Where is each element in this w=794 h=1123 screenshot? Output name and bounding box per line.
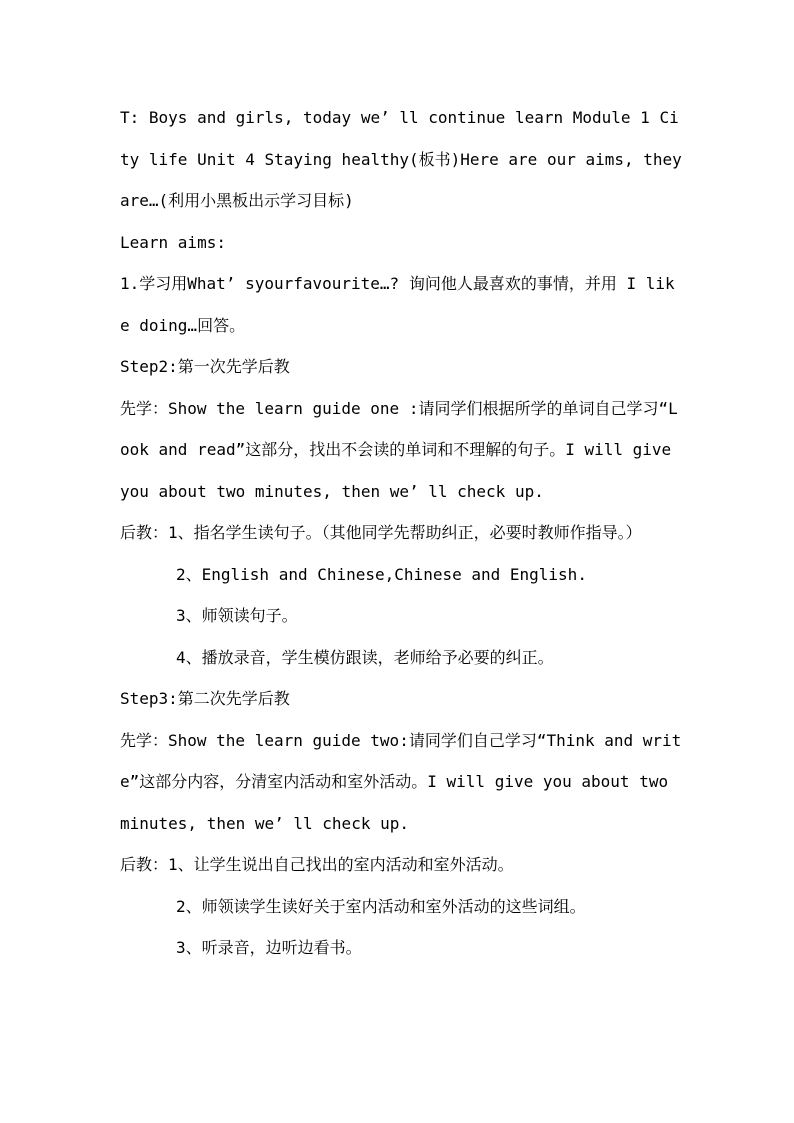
aim-item-1: 1.学习用What’ syourfavourite…? 询问他人最喜欢的事情，并用 I like doing…回答。 bbox=[120, 274, 675, 335]
step3-pre-learn: 先学：Show the learn guide two:请同学们自己学习“Think and write”这部分内容，分清室内活动和室外活动。I will give you about two minutes, then we’ ll check up. bbox=[120, 730, 682, 833]
step2-teach-item-4: 4、播放录音，学生模仿跟读，老师给予必要的纠正。 bbox=[176, 647, 554, 667]
step3-heading: Step3:第二次先学后教 bbox=[120, 689, 290, 708]
step2-pre-learn: 先学：Show the learn guide one :请同学们根据所学的单词自己学习“Look and read”这部分，找出不会读的单词和不理解的句子。I will give you about two minutes, then we’ ll check up. bbox=[120, 398, 678, 501]
step2-teach-item-3: 3、师领读句子。 bbox=[176, 606, 298, 625]
step3-teach-item-3: 3、听录音，边听边看书。 bbox=[176, 938, 362, 957]
step3-teach-item-2: 2、师领读学生读好关于室内活动和室外活动的这些词组。 bbox=[176, 896, 586, 916]
step2-teach-item-1: 后教：1、指名学生读句子。（其他同学先帮助纠正，必要时教师作指导。） bbox=[120, 523, 642, 542]
step3-teach-item-1: 后教：1、让学生说出自己找出的室内活动和室外活动。 bbox=[120, 855, 514, 874]
learn-aims-heading: Learn aims: bbox=[120, 232, 226, 252]
intro-paragraph: T: Boys and girls, today we’ ll continue learn Module 1 City life Unit 4 Staying healthy(板书)Here are our aims, they are…(利用小黑板出示学习目标) bbox=[120, 108, 682, 210]
document-body bbox=[120, 97, 682, 969]
step2-teach-item-2: 2、English and Chinese,Chinese and English. bbox=[176, 564, 587, 584]
step2-heading: Step2:第一次先学后教 bbox=[120, 357, 290, 376]
